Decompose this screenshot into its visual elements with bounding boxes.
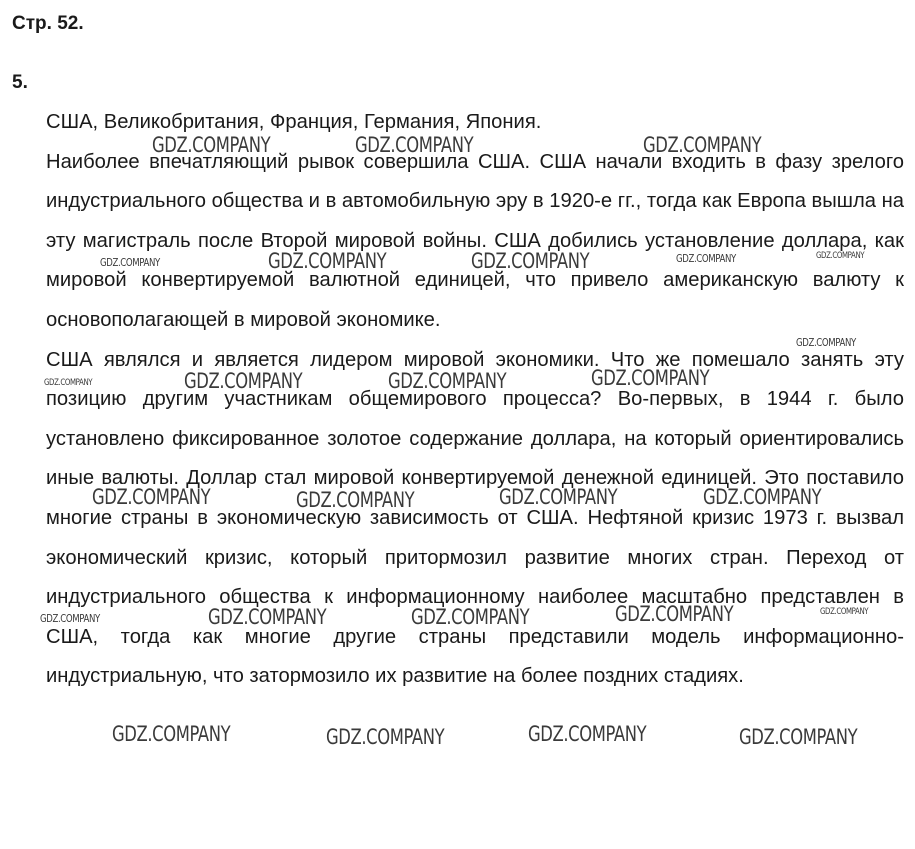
watermark: GDZ.COMPANY xyxy=(268,249,387,273)
watermark: GDZ.COMPANY xyxy=(184,369,303,393)
watermark: GDZ.COMPANY xyxy=(471,249,590,273)
watermark: GDZ.COMPANY xyxy=(615,602,734,626)
watermark: GDZ.COMPANY xyxy=(355,133,474,157)
watermark: GDZ.COMPANY xyxy=(40,612,100,625)
watermark: GDZ.COMPANY xyxy=(499,485,618,509)
watermark: GDZ.COMPANY xyxy=(208,605,327,629)
watermark: GDZ.COMPANY xyxy=(739,725,858,749)
watermark: GDZ.COMPANY xyxy=(816,251,865,261)
watermark: GDZ.COMPANY xyxy=(528,722,647,746)
watermark: GDZ.COMPANY xyxy=(296,488,415,512)
watermark: GDZ.COMPANY xyxy=(796,336,856,349)
watermark: GDZ.COMPANY xyxy=(643,133,762,157)
watermark: GDZ.COMPANY xyxy=(591,366,710,390)
watermark: GDZ.COMPANY xyxy=(703,485,822,509)
watermark: GDZ.COMPANY xyxy=(676,252,736,265)
watermark: GDZ.COMPANY xyxy=(152,133,271,157)
answer-paragraph: США являлся и является лидером мировой экономики. Что же помешало занять эту позицию другим участникам общемирового процесса? Во-первых, в 1944 г. было установлено фиксированное золотое содержание доллара, на который ориентировались иные валюты. Доллар стал мировой конвертируемой денежной единицей. Это поставило многие страны в экономическую зависимость от США. Нефтяной кризис 1973 г. вызвал экономический кризис, который притормозил развитие многих стран. Переход от индустриального общества к информационному наиболее масштабно представлен в США, тогда как многие другие страны представили модель информационно-индустриальную, что затормозило их развитие на более поздних стадиях. xyxy=(46,348,904,688)
watermark: GDZ.COMPANY xyxy=(388,369,507,393)
answer-paragraph: Наиболее впечатляющий рывок совершила США. США начали входить в фазу зрелого индустриального общества и в автомобильную эру в 1920-е гг., тогда как Европа вышла на эту магистраль после Второй мировой войны. США добились установление доллара, как мировой конвертируемой валютной единицей, что привело американскую валюту к основополагающей в мировой экономике. xyxy=(46,150,904,331)
page-label: Стр. 52. xyxy=(12,13,84,34)
watermark: GDZ.COMPANY xyxy=(411,605,530,629)
watermark: GDZ.COMPANY xyxy=(326,725,445,749)
watermark: GDZ.COMPANY xyxy=(820,607,869,617)
answer-text xyxy=(46,103,904,697)
task-number: 5. xyxy=(12,72,28,93)
watermark: GDZ.COMPANY xyxy=(92,485,211,509)
answer-paragraph: США, Великобритания, Франция, Германия, Япония. xyxy=(46,111,542,133)
watermark: GDZ.COMPANY xyxy=(100,256,160,269)
watermark: GDZ.COMPANY xyxy=(112,722,231,746)
watermark: GDZ.COMPANY xyxy=(44,378,93,388)
